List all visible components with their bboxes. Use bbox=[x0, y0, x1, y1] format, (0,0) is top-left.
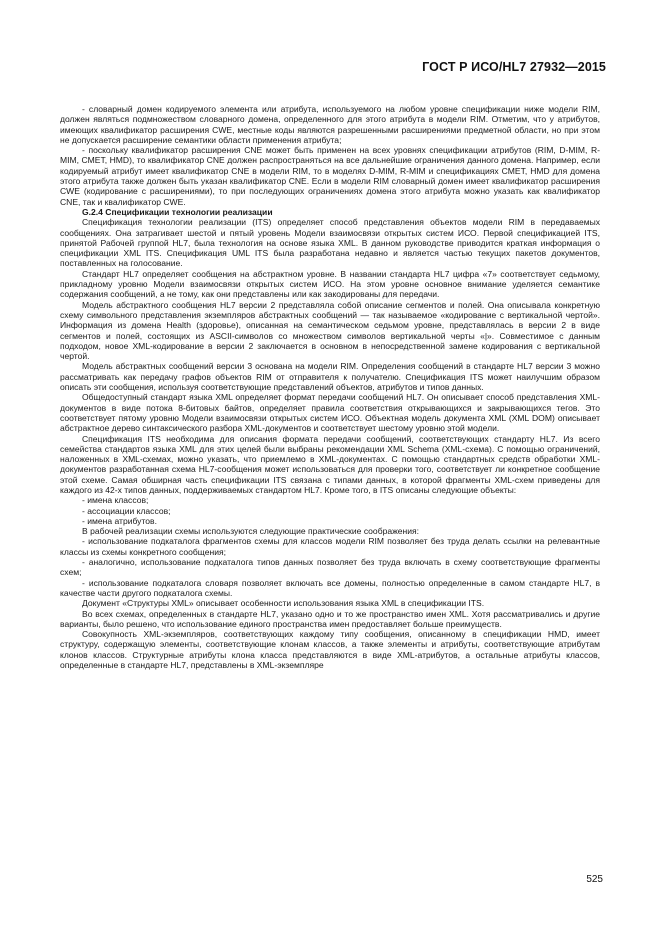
paragraph: - поскольку квалификатор расширения CNE может быть применен на всех уровнях спецификации атрибутов (RIM, D-MIM, R-MIM, CMET, HMD), то квалификатор CNE должен распространяться на все дальнейшие ограничения данного домена. Например, если кодируемый атрибут имеет квалификатор CNE в модели RIM, то в моделях D-MIM, R-MIM и спецификациях CMET, HMD для домена этого атрибута также должен быть указан квалификатор CNE. Если в модели RIM словарный домен имеет квалификатор расширения CWE (кодирование с расширениями), то при последующих ограничениях домена этого атрибута можно указать как квалификатор CNE, так и квалификатор CWE. bbox=[60, 145, 600, 207]
paragraph: Модель абстрактных сообщений версии 3 основана на модели RIM. Определения сообщений в стандарте HL7 версии 3 можно рассматривать как передачу графов объектов RIM от отправителя к получателю. Спецификация ITS может наилучшим образом описать эти сообщения, используя соответствующие представлений объектов, атрибутов и типов данных. bbox=[60, 361, 600, 393]
body-text bbox=[60, 104, 600, 670]
list-item: - имена классов; bbox=[82, 495, 149, 506]
list-item: - использование подкаталога словаря позволяет включать все домены, полностью определенные в самом стандарте HL7, в качестве части другого подкаталога схемы. bbox=[60, 577, 600, 598]
page-number: 525 bbox=[586, 874, 603, 885]
page-header-standard-title: ГОСТ Р ИСО/HL7 27932—2015 bbox=[422, 60, 606, 74]
paragraph: - словарный домен кодируемого элемента или атрибута, используемого на любом уровне спецификации ниже модели RIM, должен являться подмножеством словарного домена, определенного для этого атрибута в модели RIM. Отметим, что у атрибутов, имеющих квалификатор расширения CWE, местные коды являются разрешенными расширениями предметной области, но при этом не допускается расширение семантики области применения атрибута; bbox=[60, 104, 600, 145]
paragraph: Спецификация ITS необходима для описания формата передачи сообщений, соответствующих стандарту HL7. Из всего семейства стандартов языка XML для этих целей были выбраны рекомендации XML Schema (XML-схема). С помощью ограничений, наложенных в XML-схемах, можно указать, что приемлемо в XML-документах. С помощью стандартных средств обработки XML-документов разработанная схема HL7-сообщения может использоваться для проверки того, соответствует ли конкретное сообщение этой схеме. Самая обширная часть спецификации ITS связана с типами данных, в которой фрагменты XML-схем приведены для каждого из 42-х типов данных, поддерживаемых стандартом HL7. Кроме того, в ITS описаны следующие объекты: bbox=[60, 433, 600, 495]
paragraph: В рабочей реализации схемы используются следующие практические соображения: bbox=[82, 526, 420, 537]
list-item: - имена атрибутов. bbox=[82, 515, 157, 526]
paragraph: Модель абстрактного сообщения HL7 версии 2 представляла собой описание сегментов и полей. Она описывала конкретную схему символьного представления экземпляров абстрактных сообщений — так называемое «кодирование с вертикальной чертой». Информация из домена Health (здоровье), описанная на семантическом седьмом уровне, представлялась в версии 2 в виде сегментов и полей, состоящих из ASCII-символов со множеством символов вертикальной черты «|». Совместимое с данным подходом, новое XML-кодирование в версии 2 заключается в основном в непосредственной замене кодирования с вертикальной чертой. bbox=[60, 299, 600, 362]
paragraph: Общедоступный стандарт языка XML определяет формат передачи сообщений HL7. Он описывает способ представления XML-документов в виде потока 8-битовых байтов, определяет правила соответствия открывающихся и закрывающихся тегов. Это соответствует пятому уровню Модели взаимосвязи открытых систем ИСО. Объектная модель документа XML (XML DOM) описывает абстрактное дерево синтаксического разбора XML-документов и соответствует шестому уровню этой модели. bbox=[60, 392, 600, 434]
list-item: - использование подкаталога фрагментов схемы для классов модели RIM позволяет без труда делать ссылки на релевантные классы из схемы конкретного сообщения; bbox=[60, 536, 600, 557]
paragraph: Совокупность XML-экземпляров, соответствующих каждому типу сообщения, описанному в спецификации HMD, имеет структуру, содержащую элементы, соответствующие клонам классов, а также элементы и атрибуты, соответствующие атрибутам клонов классов. Структурные атрибуты клона класса представляются в виде XML-атрибутов, а остальные атрибуты классов, определенные в стандарте HL7, представлены в XML-экземпляре bbox=[60, 629, 600, 671]
paragraph: Документ «Структуры XML» описывает особенности использования языка XML в спецификации ITS. bbox=[82, 598, 485, 609]
paragraph: Спецификация технологии реализации (ITS) определяет способ представления объектов модели RIM в передаваемых сообщениях. Она затрагивает шестой и пятый уровень Модели взаимосвязи открытых систем ИСО. Первой спецификацией ITS, принятой Рабочей группой HL7, была технология на основе языка XML. В данном руководстве приводится краткая информация о спецификации XML ITS. Спецификация UML ITS была разработана недавно и является частью текущих пакетов документов, поставленных на голосование. bbox=[60, 217, 600, 269]
paragraph: Во всех схемах, определенных в стандарте HL7, указано одно и то же пространство имен XML. Хотя рассматривались и другие варианты, было решено, что использование единого пространства имен предоставляет больше преимуществ. bbox=[60, 608, 600, 629]
paragraph: Стандарт HL7 определяет сообщения на абстрактном уровне. В названии стандарта HL7 цифра «7» соответствует седьмому, прикладному уровню Модели взаимосвязи открытых систем ИСО. На этом уровне основное внимание уделяется семантике содержания сообщений, а не тому, как они представлены или как закодированы для передачи. bbox=[60, 268, 600, 300]
list-item: - ассоциации классов; bbox=[82, 505, 171, 516]
section-heading: G.2.4 Спецификации технологии реализации bbox=[82, 206, 273, 217]
list-item: - аналогично, использование подкаталога типов данных позволяет без труда включать в схему соответствующие фрагменты схем; bbox=[60, 557, 600, 578]
